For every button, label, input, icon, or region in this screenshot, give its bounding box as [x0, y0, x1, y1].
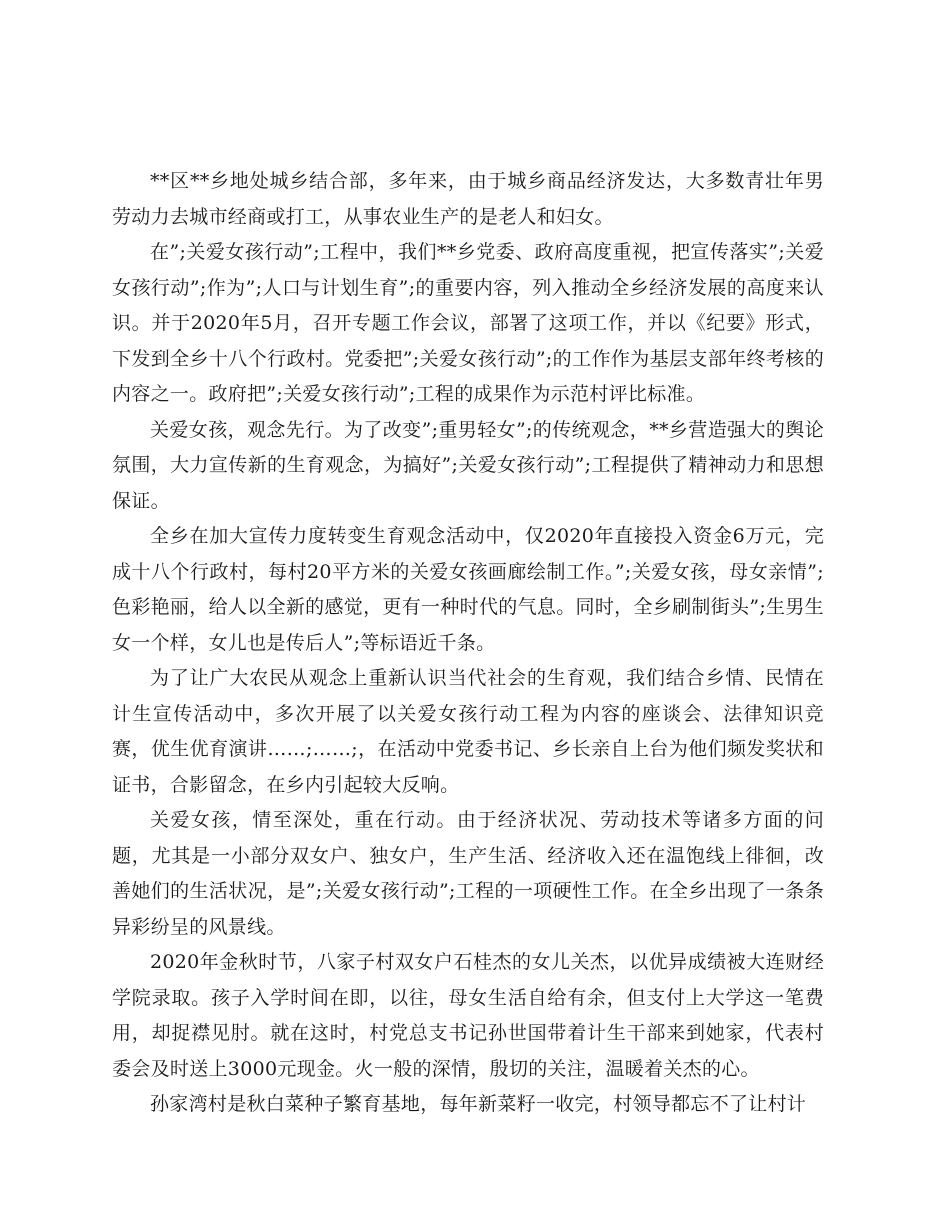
paragraph-6: 关爱女孩，情至深处，重在行动。由于经济状况、劳动技术等诸多方面的问题，尤其是一小部分双女户、独女户，生产生活、经济收入还在温饱线上徘徊，改善她们的生活状况，是”;关爱女孩行动”;工程的一项硬性工作。在全乡出现了一条条异彩纷呈的风景线。: [112, 809, 824, 938]
paragraph-5: 为了让广大农民从观念上重新认识当代社会的生育观，我们结合乡情、民情在计生宣传活动中，多次开展了以关爱女孩行动工程为内容的座谈会、法律知识竞赛，优生优育演讲……;……;，在活动中党委书记、乡长亲自上台为他们频发奖状和证书，合影留念，在乡内引起较大反响。: [112, 667, 824, 796]
paragraph-1: **区**乡地处城乡结合部，多年来，由于城乡商品经济发达，大多数青壮年男劳动力去城市经商或打工，从事农业生产的是老人和妇女。: [112, 170, 824, 228]
document-body: [112, 164, 824, 1123]
paragraph-4: 全乡在加大宣传力度转变生育观念活动中，仅2020年直接投入资金6万元，完成十八个行政村，每村20平方米的关爱女孩画廊绘制工作。”;关爱女孩，母女亲情”;色彩艳丽，给人以全新的感觉，更有一种时代的气息。同时，全乡刷制街头”;生男生女一个样，女儿也是传后人”;等标语近千条。: [112, 525, 824, 654]
paragraph-8: 孙家湾村是秋白菜种子繁育基地，每年新菜籽一收完，村领导都忘不了让村计: [150, 1093, 807, 1115]
paragraph-3: 关爱女孩，观念先行。为了改变”;重男轻女”;的传统观念，**乡营造强大的舆论氛围，大力宣传新的生育观念，为搞好”;关爱女孩行动”;工程提供了精神动力和思想保证。: [112, 418, 824, 512]
paragraph-2: 在”;关爱女孩行动”;工程中，我们**乡党委、政府高度重视，把宣传落实”;关爱女孩行动”;作为”;人口与计划生育”;的重要内容，列入推动全乡经济发展的高度来认识。并于2020年5月，召开专题工作会议，部署了这项工作，并以《纪要》形式，下发到全乡十八个行政村。党委把”;关爱女孩行动”;的工作作为基层支部年终考核的内容之一。政府把”;关爱女孩行动”;工程的成果作为示范村评比标准。: [112, 241, 824, 405]
paragraph-7: 2020年金秋时节，八家子村双女户石桂杰的女儿关杰，以优异成绩被大连财经学院录取。孩子入学时间在即，以往，母女生活自给有余，但支付上大学这一笔费用，却捉襟见肘。就在这时，村党总支书记孙世国带着计生干部来到她家，代表村委会及时送上3000元现金。火一般的深情，殷切的关注，温暖着关杰的心。: [112, 951, 824, 1080]
